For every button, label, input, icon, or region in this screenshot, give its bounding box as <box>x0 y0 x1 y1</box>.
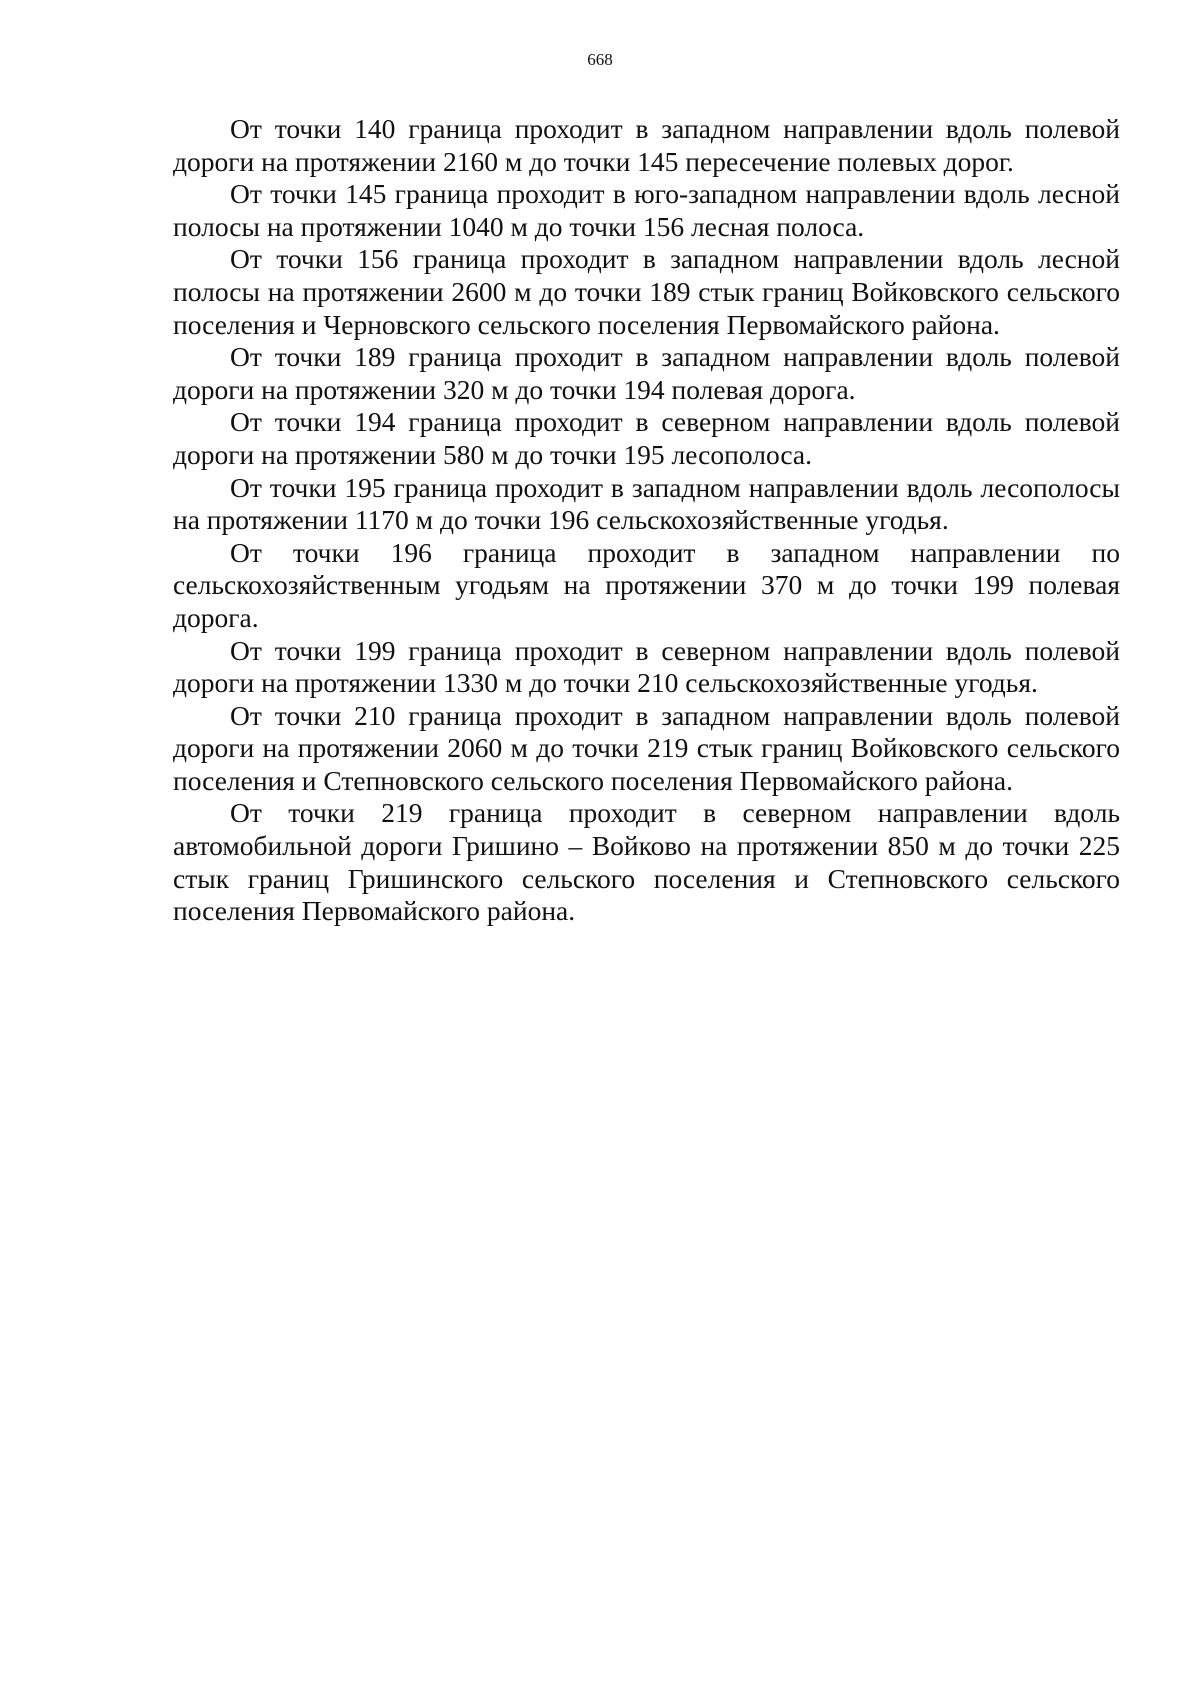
page-number: 668 <box>587 50 613 69</box>
paragraph-2: От точки 145 граница проходит в юго-западном направлении вдоль лесной полосы на протяжении 1040 м до точки 156 лесная полоса. <box>173 178 1120 242</box>
paragraph-1: От точки 140 граница проходит в западном направлении вдоль полевой дороги на протяжении 2160 м до точки 145 пересечение полевых дорог. <box>173 113 1120 177</box>
paragraph-8: От точки 199 граница проходит в северном направлении вдоль полевой дороги на протяжении 1330 м до точки 210 сельскохозяйственные угодья. <box>173 634 1120 699</box>
paragraph-3: От точки 156 граница проходит в западном направлении вдоль лесной полосы на протяжении 2600 м до точки 189 стык границ Войковского сельского поселения и Черновского сельского поселения Первомайского района. <box>173 243 1120 340</box>
document-body <box>173 113 1120 928</box>
paragraph-10: От точки 219 граница проходит в северном направлении вдоль автомобильной дороги Гришино – Войково на протяжении 850 м до точки 225 стык границ Гришинского сельского поселения и Степновского сельского поселения Первомайского района. <box>173 797 1120 927</box>
paragraph-6: От точки 195 граница проходит в западном направлении вдоль лесополосы на протяжении 1170 м до точки 196 сельскохозяйственные угодья. <box>173 471 1120 536</box>
paragraph-4: От точки 189 граница проходит в западном направлении вдоль полевой дороги на протяжении 320 м до точки 194 полевая дорога. <box>173 341 1120 405</box>
paragraph-7: От точки 196 граница проходит в западном направлении по сельскохозяйственным угодьям на протяжении 370 м до точки 199 полевая дорога. <box>173 536 1120 633</box>
paragraph-9: От точки 210 граница проходит в западном направлении вдоль полевой дороги на протяжении 2060 м до точки 219 стык границ Войковского сельского поселения и Степновского сельского поселения Первомайского района. <box>173 699 1120 796</box>
paragraph-5: От точки 194 граница проходит в северном направлении вдоль полевой дороги на протяжении 580 м до точки 195 лесополоса. <box>173 406 1120 470</box>
